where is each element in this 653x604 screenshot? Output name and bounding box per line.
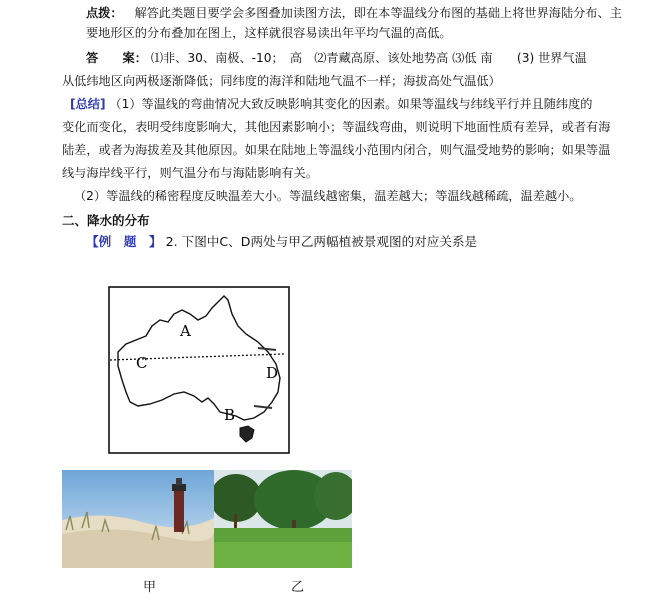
australia-map <box>108 286 290 454</box>
photo-yi <box>214 470 352 568</box>
map-label-c: C <box>136 354 148 372</box>
summary-line-3: 陆差，或者为海拔差及其他原因。如果在陆地上等温线小范围内闭合，则气温受地势的影响；如果等温 <box>62 143 611 157</box>
answer-label: 答 案： <box>86 51 147 65</box>
map-label-b: B <box>224 406 236 424</box>
example-question <box>86 234 477 250</box>
summary-line-1 <box>70 96 592 112</box>
photo-jia <box>62 470 214 568</box>
summary-line-5: （2）等温线的稀密程度反映温差大小。等温线越密集，温差越大；等温线越稀疏，温差越小。 <box>74 189 582 203</box>
summary-line-4: 线与海岸线平行，则气温分布与海陆影响有关。 <box>62 166 318 180</box>
summary-line-2: 变化而变化，表明受纬度影响大，其他因素影响小；等温线弯曲，则说明下地面性质有差异，或者有海 <box>62 120 611 134</box>
summary-label: [总结] <box>70 97 106 111</box>
hint-line-1 <box>86 5 622 21</box>
answer-line-1 <box>86 50 587 66</box>
hint-line-2: 要地形区的分布叠加在图上，这样就很容易读出年平均气温的高低。 <box>86 26 452 40</box>
hint-label: 点拨： <box>86 6 123 20</box>
section-title-precipitation: 二、降水的分布 <box>62 213 150 228</box>
hint-text-1: 解答此类题目要学会多图叠加读图方法，即在本等温线分布图的基础上将世界海陆分布、主 <box>134 6 622 20</box>
example-text: 2. 下图中C、D两处与甲乙两幅植被景观图的对应关系是 <box>165 234 478 249</box>
answer-text-1: ⑴非、30、南极、-10； 高 ⑵青藏高原、该处地势高 ⑶低 南 (3) 世界气温 <box>150 51 587 65</box>
answer-line-2: 从低纬地区向两极逐渐降低；同纬度的海洋和陆地气温不一样；海拔高处气温低） <box>62 74 501 88</box>
caption-yi: 乙 <box>291 580 305 595</box>
lighthouse-tower <box>174 490 184 532</box>
example-label: 【例 题 】 <box>86 234 162 249</box>
map-label-d: D <box>266 364 279 382</box>
map-label-a: A <box>180 322 191 340</box>
caption-jia: 甲 <box>143 580 157 595</box>
summary-text-1: （1）等温线的弯曲情况大致反映影响其变化的因素。如果等温线与纬线平行并且随纬度的 <box>109 97 593 111</box>
